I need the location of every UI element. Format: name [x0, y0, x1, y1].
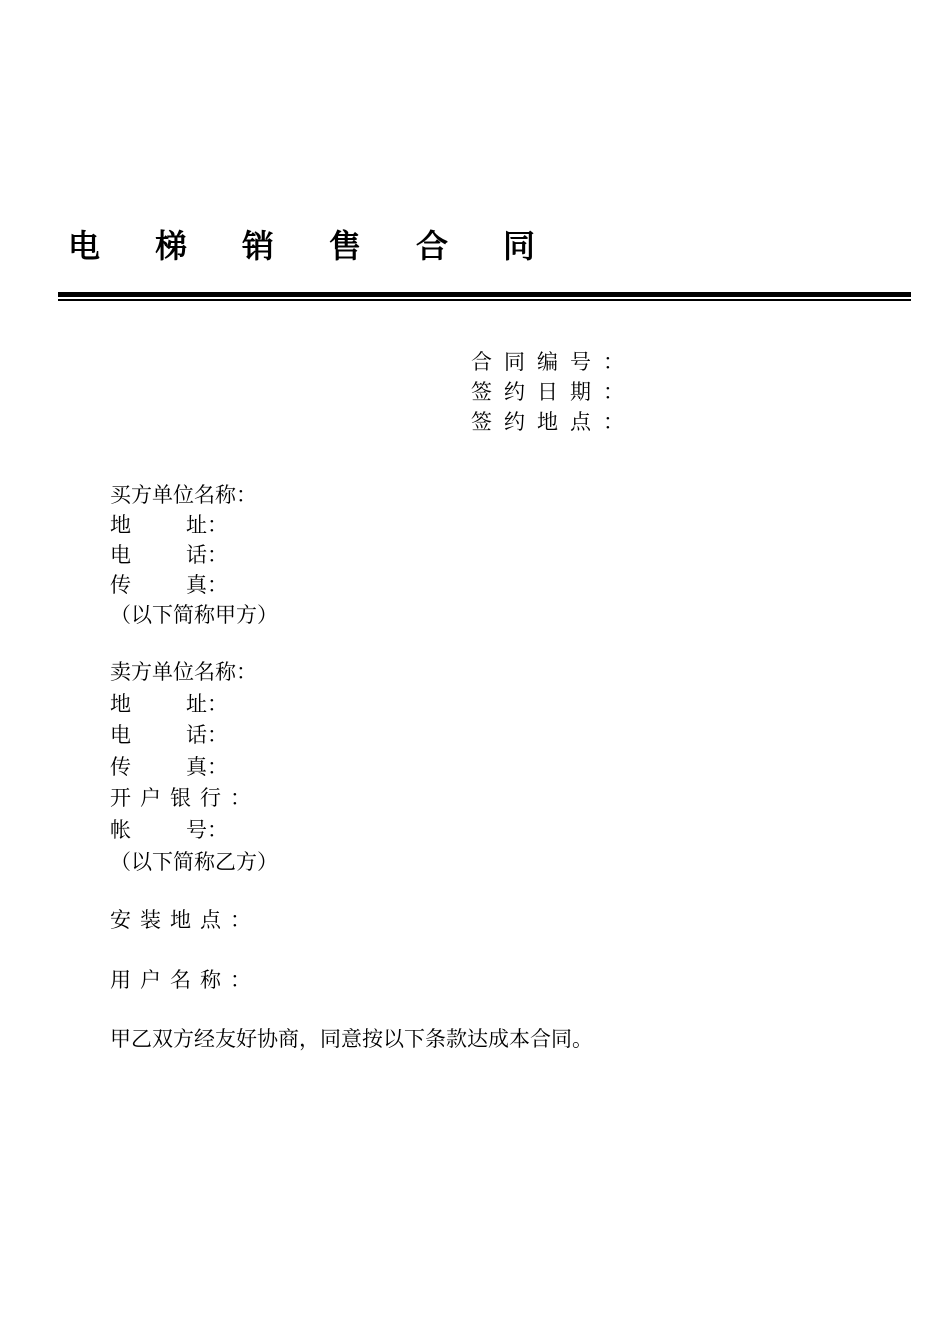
- seller-alias-note: （以下简称乙方）: [110, 849, 278, 874]
- buyer-fax-label-right: 真：: [186, 573, 228, 597]
- buyer-fax-label-left: 传: [110, 573, 131, 597]
- contract-number-label: 合同编号：: [471, 350, 636, 374]
- sign-date-label: 签约日期：: [471, 380, 636, 404]
- seller-phone-label-right: 话：: [186, 723, 228, 748]
- buyer-phone-label-left: 电: [110, 543, 131, 567]
- agreement-statement: 甲乙双方经友好协商，同意按以下条款达成本合同。: [110, 1027, 593, 1051]
- document-title: 电梯销售合同: [68, 227, 591, 265]
- title-divider-thin: [58, 299, 911, 301]
- buyer-name-label: 买方单位名称：: [110, 483, 257, 507]
- contract-meta-block: [471, 347, 636, 437]
- buyer-address-label-right: 址：: [186, 513, 228, 537]
- seller-bank-label: 开户银行：: [110, 786, 260, 811]
- title-divider-thick: [58, 292, 911, 297]
- buyer-address-label-left: 地: [110, 513, 131, 537]
- seller-phone-label-left: 电: [110, 723, 131, 748]
- buyer-alias-note: （以下简称甲方）: [110, 603, 278, 627]
- install-place-label: 安装地点：: [110, 908, 260, 932]
- seller-fax-label-left: 传: [110, 754, 131, 779]
- buyer-phone-label-right: 话：: [186, 543, 228, 567]
- seller-address-label-left: 地: [110, 691, 131, 716]
- seller-fax-label-right: 真：: [186, 754, 228, 779]
- seller-name-label: 卖方单位名称：: [110, 660, 257, 684]
- seller-account-label-left: 帐: [110, 817, 131, 842]
- user-name-label: 用户名称：: [110, 968, 260, 992]
- seller-address-label-right: 址：: [186, 691, 228, 716]
- sign-place-label: 签约地点：: [471, 410, 636, 434]
- seller-account-label-right: 号：: [186, 817, 228, 842]
